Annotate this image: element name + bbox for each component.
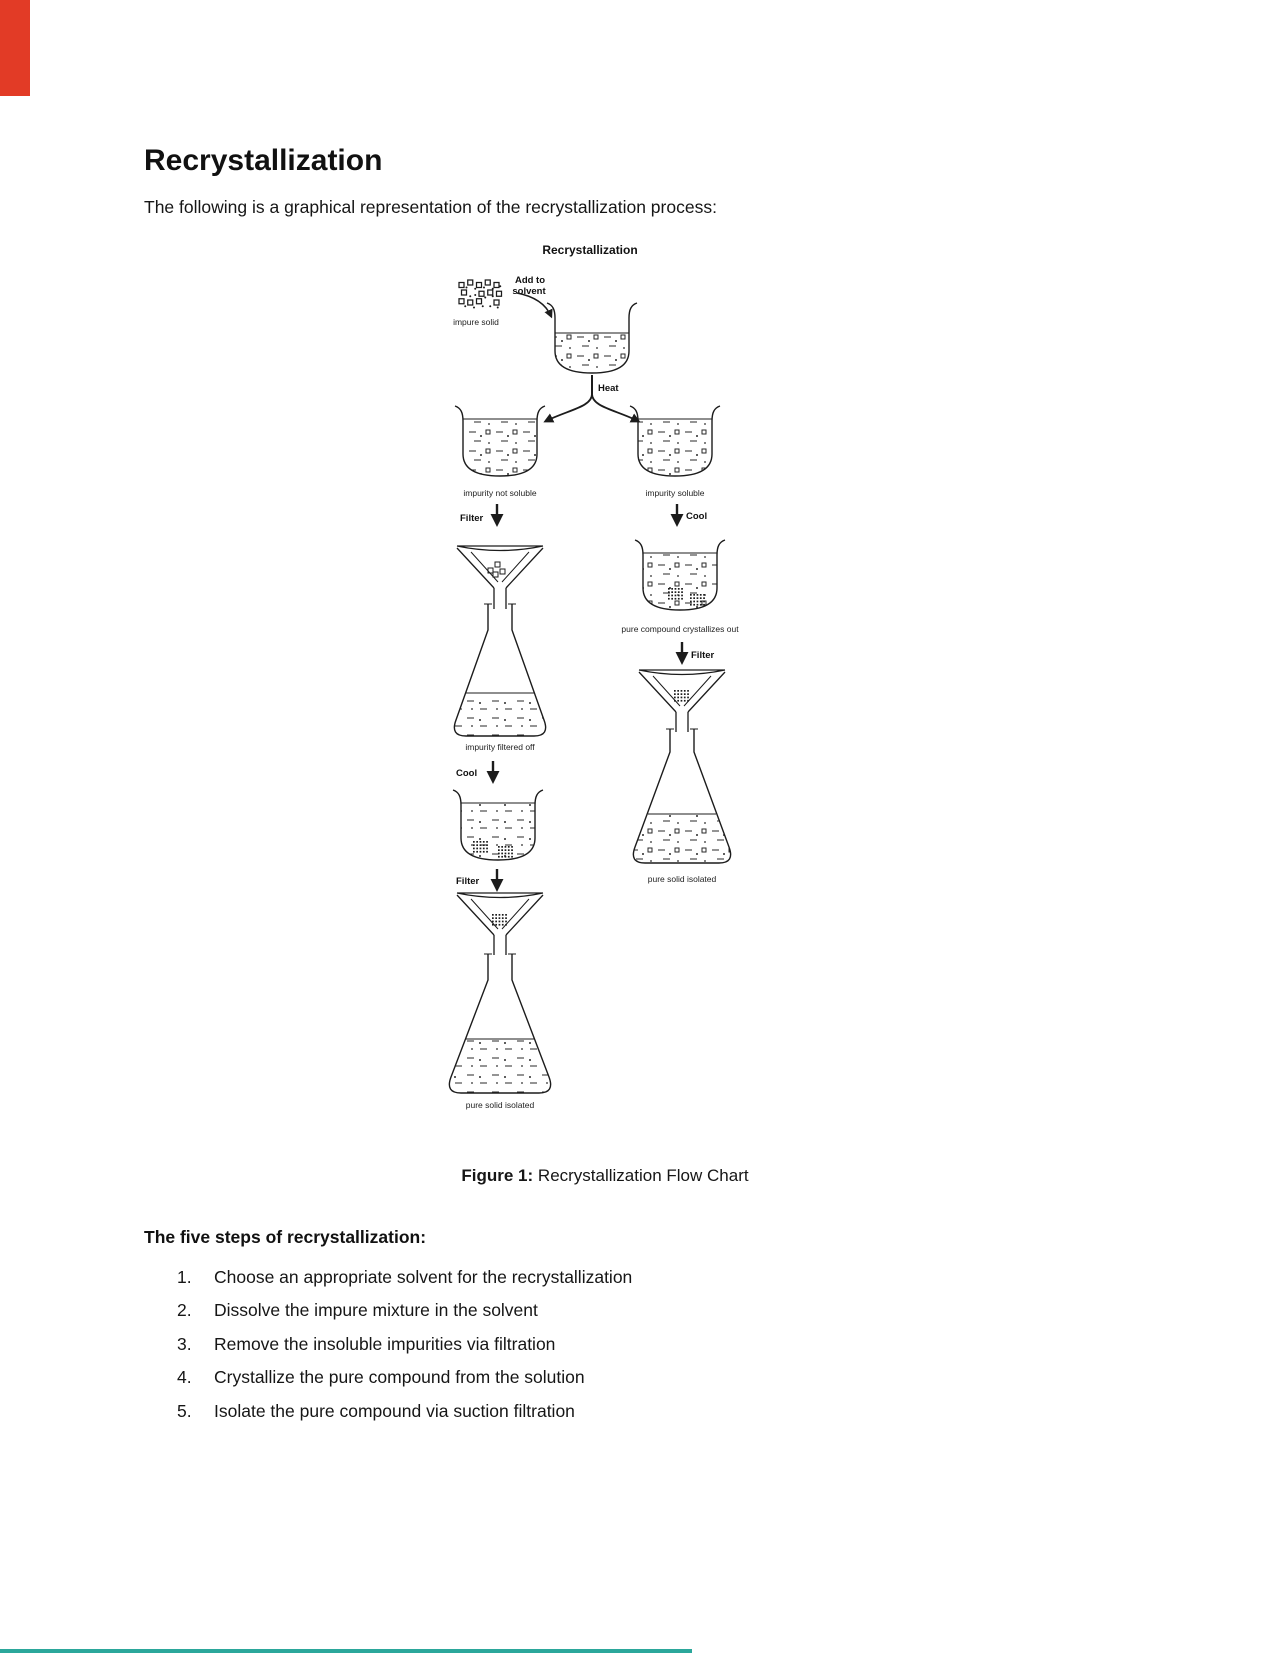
diagram-title: Recrystallization — [542, 243, 638, 257]
label-impurity-not-soluble: impurity not soluble — [463, 488, 537, 498]
red-annotation-mark — [0, 0, 30, 96]
funnel-left-bottom — [457, 893, 543, 955]
list-item-number: 5. — [177, 1400, 192, 1421]
figure-caption-label: Figure 1: — [461, 1166, 534, 1185]
list-item-number: 1. — [177, 1267, 192, 1287]
funnel-left-top — [457, 546, 543, 609]
figure-container — [440, 238, 792, 1133]
label-cool-right: Cool — [686, 511, 708, 522]
label-pure-solid-isolated-right: pure solid isolated — [647, 874, 717, 884]
label-cool-left: Cool — [456, 768, 478, 779]
label-filter-right: Filter — [691, 650, 715, 661]
list-item-number: 3. — [177, 1333, 192, 1354]
list-item-number: 2. — [177, 1300, 192, 1321]
left-beaker — [455, 406, 545, 476]
top-beaker — [547, 303, 637, 373]
list-item-text: Remove the insoluble impurities via filtration — [214, 1333, 556, 1354]
list-item — [177, 1294, 632, 1327]
list-item — [177, 1361, 632, 1394]
steps-heading: The five steps of recrystallization: — [144, 1227, 427, 1247]
list-item — [177, 1395, 632, 1428]
heat-arrow — [546, 375, 638, 421]
impure-solid-icon — [459, 280, 502, 309]
beaker-cool-right — [635, 540, 725, 610]
funnel-right — [639, 670, 725, 732]
flask-left-top — [454, 604, 545, 736]
list-item-text: Choose an appropriate solvent for the recrystallization — [214, 1267, 633, 1287]
list-item — [177, 1261, 632, 1294]
list-item-text: Dissolve the impure mixture in the solvent — [214, 1300, 538, 1321]
steps-list — [177, 1261, 632, 1428]
label-add-to-solvent-line1: Add to — [514, 275, 546, 286]
recrystallization-flow-chart — [440, 238, 792, 1128]
figure-caption-text: Recrystallization Flow Chart — [533, 1166, 749, 1185]
label-add-to-solvent-line2: solvent — [512, 286, 546, 297]
teal-annotation-line — [0, 1649, 692, 1653]
label-filter-left-top: Filter — [460, 513, 484, 524]
label-pure-compound-crystallizes-out: pure compound crystallizes out — [621, 624, 739, 634]
list-item-text: Isolate the pure compound via suction filtration — [214, 1400, 575, 1421]
list-item-text: Crystallize the pure compound from the solution — [214, 1367, 585, 1388]
label-impurity-soluble: impurity soluble — [645, 488, 705, 498]
flask-left-bottom — [449, 954, 550, 1093]
list-item-number: 4. — [177, 1367, 192, 1388]
label-impurity-filtered-off: impurity filtered off — [465, 742, 535, 752]
list-item — [177, 1328, 632, 1361]
label-pure-solid-isolated-left: pure solid isolated — [465, 1100, 535, 1110]
figure-caption — [430, 1166, 780, 1186]
label-heat: Heat — [598, 383, 619, 394]
page-title: Recrystallization — [144, 144, 383, 177]
right-beaker — [630, 406, 720, 476]
beaker-cool-left — [453, 790, 543, 860]
intro-paragraph: The following is a graphical representation of the recrystallization process: — [144, 197, 717, 217]
label-filter-left-bottom: Filter — [456, 876, 480, 887]
flask-right — [633, 729, 730, 863]
label-impure-solid: impure solid — [453, 317, 499, 327]
